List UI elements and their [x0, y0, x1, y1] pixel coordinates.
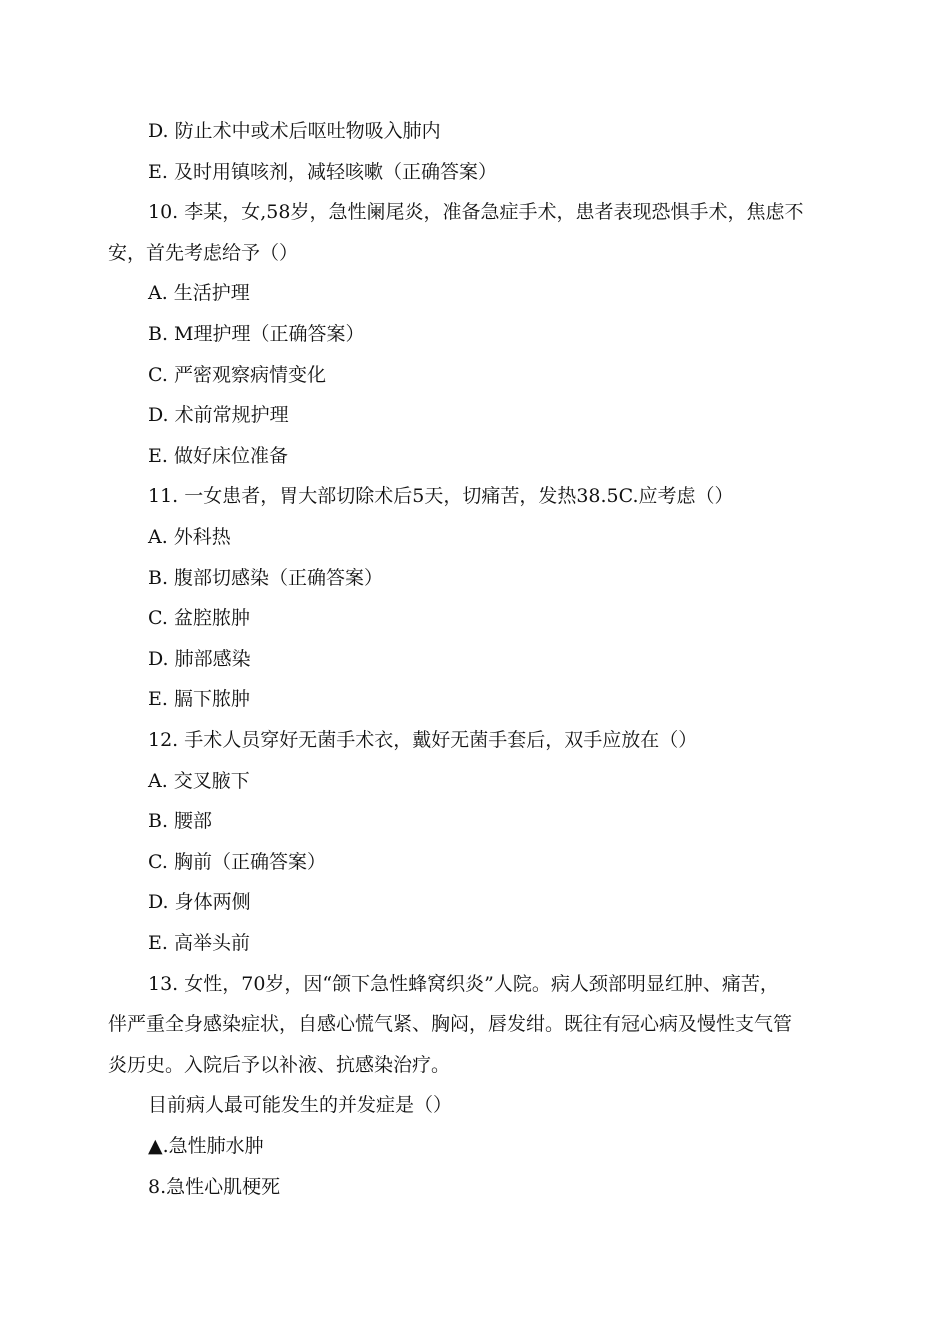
q12-option-c: C. 胸前（正确答案）	[148, 851, 326, 873]
q12-option-e: E. 高举头前	[148, 932, 250, 954]
q12-option-b: B. 腰部	[148, 810, 213, 832]
q11-option-c: C. 盆腔脓肿	[148, 607, 250, 629]
q10-option-c: C. 严密观察病情变化	[148, 364, 326, 386]
q10-stem-line2: 安，首先考虑给予（）	[108, 242, 299, 264]
q9-option-e: E. 及时用镇咳剂，减轻咳嗽（正确答案）	[148, 161, 497, 183]
q13-option-a: ▲.急性肺水肿	[148, 1135, 264, 1157]
q13-option-b: 8.急性心肌梗死	[148, 1176, 281, 1198]
q13-stem-line3: 炎历史。入院后予以补液、抗感染治疗。	[108, 1054, 451, 1076]
q13-stem-line2: 伴严重全身感染症状，自感心慌气紧、胸闷，唇发绀。既往有冠心病及慢性支气管	[108, 1013, 793, 1035]
q12-option-a: A. 交叉腋下	[148, 770, 250, 792]
q10-option-b: B. M理护理（正确答案）	[148, 323, 365, 345]
q10-stem-line1: 10. 李某，女,58岁，急性阑尾炎，准备急症手术，患者表现恐惧手术，焦虑不	[148, 201, 804, 223]
q12-option-d: D. 身体两侧	[148, 891, 251, 913]
q10-option-d: D. 术前常规护理	[148, 404, 289, 426]
q11-stem: 11. 一女患者，胃大部切除术后5天，切痛苦，发热38.5C.应考虑（）	[148, 485, 734, 507]
q11-option-a: A. 外科热	[148, 526, 231, 548]
q11-option-e: E. 膈下脓肿	[148, 688, 250, 710]
q11-option-d: D. 肺部感染	[148, 648, 251, 670]
q13-stem-line1: 13. 女性，70岁，因“颌下急性蜂窝织炎”人院。病人颈部明显红肿、痛苦，	[148, 973, 779, 995]
q9-option-d: D. 防止术中或术后呕吐物吸入肺内	[148, 120, 441, 142]
q11-option-b: B. 腹部切感染（正确答案）	[148, 567, 384, 589]
q10-option-e: E. 做好床位准备	[148, 445, 288, 467]
q13-sub-question: 目前病人最可能发生的并发症是（）	[148, 1094, 453, 1116]
q12-stem: 12. 手术人员穿好无菌手术衣，戴好无菌手套后，双手应放在（）	[148, 729, 698, 751]
q10-option-a: A. 生活护理	[148, 282, 250, 304]
